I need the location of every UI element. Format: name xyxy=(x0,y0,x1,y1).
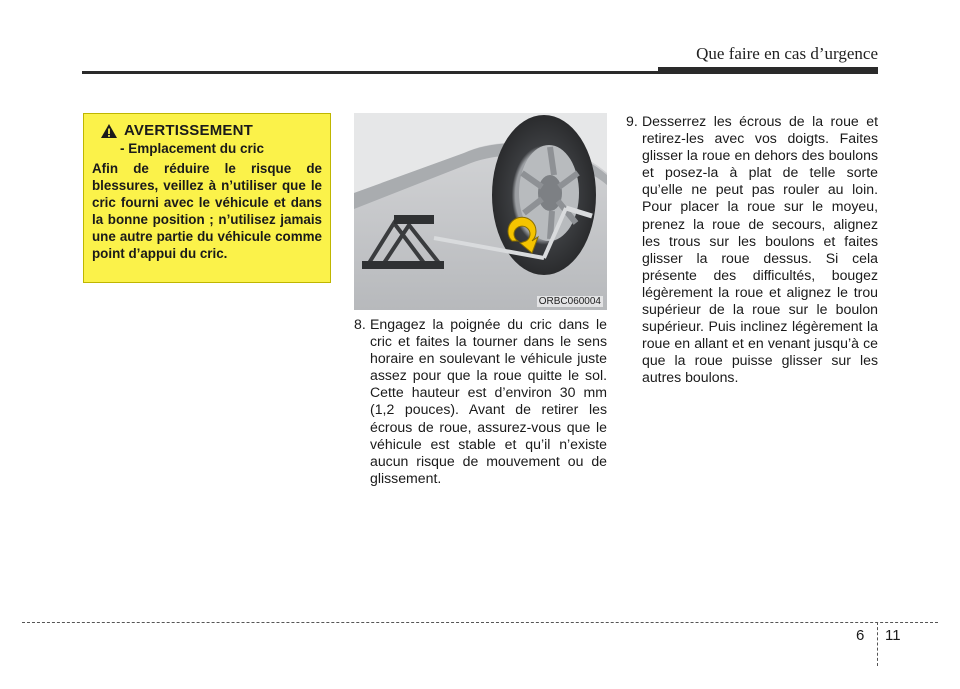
warning-box xyxy=(83,113,331,283)
warning-triangle-icon xyxy=(100,123,118,139)
page-number: 11 xyxy=(885,627,901,644)
step-9 xyxy=(626,113,878,387)
chapter-number: 6 xyxy=(856,627,865,644)
jack-scene-image xyxy=(354,113,607,310)
step-text: Engagez la poignée du cric dans le cric et faites la tourner dans le sens horaire en soulevant le véhicule juste assez pour que la roue quitte le sol. Cette hauteur est d’environ 30 mm (1,2 pouces). Avant de retirer les écrous de roue, assurez-vous que le véhicule est stable et qu’il n’existe aucun risque de mouvement ou de glissement. xyxy=(370,316,607,486)
warning-body: Afin de réduire le risque de blessures, veillez à n’utiliser que le cric fourni avec le véhicule et dans la bonne position ; n’utilisez jamais une autre partie du véhicule comme point d’appui du cric. xyxy=(92,161,322,261)
step-number: 9. xyxy=(626,113,638,129)
figure-caption: ORBC060004 xyxy=(538,296,601,307)
warning-header xyxy=(100,122,322,139)
jack-illustration xyxy=(354,113,607,310)
footer-rule xyxy=(22,622,938,623)
warning-title: AVERTISSEMENT xyxy=(124,122,254,139)
warning-subtitle: - Emplacement du cric xyxy=(120,141,265,156)
section-title: Que faire en cas d’urgence xyxy=(696,44,878,63)
step-8 xyxy=(354,316,607,487)
page-number-separator xyxy=(877,622,878,666)
step-number: 8. xyxy=(354,316,366,332)
header-rule-accent xyxy=(658,67,878,74)
step-text: Desserrez les écrous de la roue et retirez-les avec vos doigts. Faites glisser la roue en dehors des boulons et posez-la à plat de telle sorte qu’elle ne peut pas rouler au loin. Pour placer la roue sur le moyeu, prenez la roue de secours, alignez les trous sur les boulons et faites glisser la roue dessus. Si cela présente des difficultés, bougez légèrement la roue et alignez le trou supérieur de la roue sur le boulon supérieur. Puis inclinez légèrement la roue en allant et en venant jusqu’à ce que la roue puisse glisser sur les autres boulons. xyxy=(642,113,878,386)
